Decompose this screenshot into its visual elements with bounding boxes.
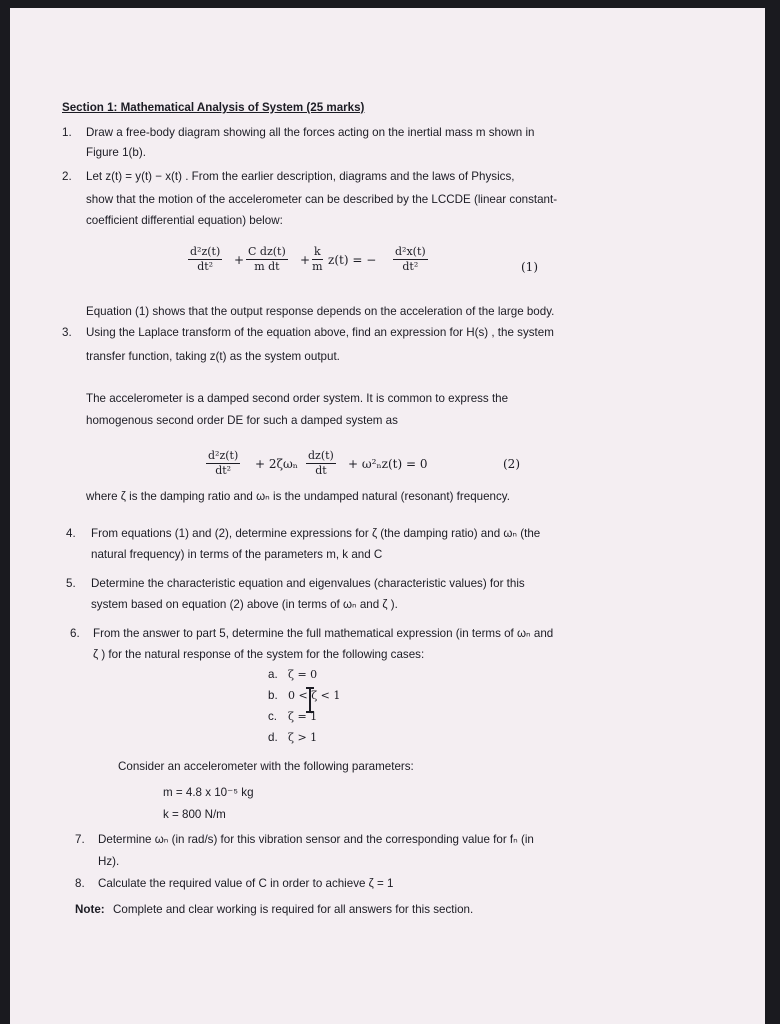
q4-number: 4.: [66, 527, 76, 540]
q2-line2: show that the motion of the accelerometer can be described by the LCCDE (linear constant-: [86, 193, 558, 206]
q6-line2: ζ ) for the natural response of the system for the following cases:: [93, 648, 425, 661]
case-c-label: c.: [268, 710, 278, 723]
section-title: Section 1: Mathematical Analysis of System (25 marks): [62, 101, 365, 114]
text-cursor-icon: [303, 687, 317, 713]
eq1-term1: [188, 245, 222, 274]
eq2-term2-num: dz(t): [308, 449, 334, 462]
q2-number: 2.: [62, 170, 72, 183]
eq2-label: (2): [503, 457, 520, 471]
case-a-expr: ζ = 0: [288, 668, 318, 681]
eq2-mid: + 2ζωₙ: [255, 457, 298, 471]
q7-line2: Hz).: [98, 855, 120, 868]
case-d-label: d.: [268, 731, 278, 744]
q5-line2: system based on equation (2) above (in terms of ωₙ and ζ ).: [91, 598, 398, 611]
q8-line1: Calculate the required value of C in order to achieve ζ = 1: [98, 877, 394, 890]
eq1-term4: [393, 245, 428, 274]
eq1-plus1: +: [234, 253, 245, 267]
eq1-label: (1): [521, 260, 538, 274]
eq1-term4-num: d²x(t): [395, 245, 426, 258]
damped-para-line1: The accelerometer is a damped second order system. It is common to express the: [86, 392, 509, 405]
q2-line3: coefficient differential equation) below:: [86, 214, 283, 227]
case-b-expr: 0 < ζ < 1: [288, 689, 341, 702]
eq1-plus2: +: [300, 253, 311, 267]
q1-line2: Figure 1(b).: [86, 146, 146, 159]
damped-para-line2: homogenous second order DE for such a damped system as: [86, 414, 398, 427]
params-intro: Consider an accelerometer with the following parameters:: [118, 760, 414, 773]
param-m: m = 4.8 x 10⁻⁵ kg: [163, 786, 254, 799]
case-d-expr: ζ > 1: [288, 731, 318, 744]
eq2-term1-num: d²z(t): [208, 449, 239, 462]
eq1-term4-den: dt²: [402, 260, 419, 273]
eq1-note: Equation (1) shows that the output response depends on the acceleration of the large body.: [86, 305, 555, 318]
eq2-term2-den: dt: [315, 464, 327, 477]
q3-line2: transfer function, taking z(t) as the system output.: [86, 350, 340, 363]
note-label: Note:: [75, 903, 105, 916]
q4-line2: natural frequency) in terms of the parameters m, k and C: [91, 548, 383, 561]
case-b-label: b.: [268, 689, 278, 702]
note-text: Complete and clear working is required for all answers for this section.: [113, 903, 474, 916]
eq2-term1-den: dt²: [215, 464, 232, 477]
q8-number: 8.: [75, 877, 85, 890]
q7-line1: Determine ωₙ (in rad/s) for this vibration sensor and the corresponding value for fₙ (in: [98, 833, 534, 846]
eq1-term3: [312, 245, 323, 274]
eq1-term1-den: dt²: [197, 260, 214, 273]
q5-number: 5.: [66, 577, 76, 590]
case-a-label: a.: [268, 668, 278, 681]
q3-number: 3.: [62, 326, 72, 339]
paper-sheet: [10, 8, 765, 1024]
q7-number: 7.: [75, 833, 85, 846]
eq2-term2: [306, 449, 336, 478]
q4-line1: From equations (1) and (2), determine expressions for ζ (the damping ratio) and ωₙ (the: [91, 527, 541, 540]
case-c-expr: ζ = 1: [288, 710, 318, 723]
q1-line1: Draw a free-body diagram showing all the forces acting on the inertial mass m shown in: [86, 126, 535, 139]
eq1-tail: z(t) = −: [328, 253, 377, 267]
param-k: k = 800 N/m: [163, 808, 226, 821]
eq1-term1-num: d²z(t): [190, 245, 221, 258]
eq1-term3-den: m: [312, 260, 323, 273]
eq1-term2-den: m dt: [254, 260, 280, 273]
q6-number: 6.: [70, 627, 80, 640]
eq2-tail: + ω²ₙz(t) = 0: [348, 457, 428, 471]
q1-number: 1.: [62, 126, 72, 139]
eq1-term2: [246, 245, 288, 274]
q5-line1: Determine the characteristic equation and eigenvalues (characteristic values) for this: [91, 577, 525, 590]
q3-line1: Using the Laplace transform of the equation above, find an expression for H(s) , the system: [86, 326, 554, 339]
q6-line1: From the answer to part 5, determine the full mathematical expression (in terms of ωₙ and: [93, 627, 554, 640]
eq1-term3-num: k: [314, 245, 321, 258]
q2-line1: Let z(t) = y(t) − x(t) . From the earlier description, diagrams and the laws of Physics,: [86, 170, 515, 183]
eq2-term1: [206, 449, 240, 478]
eq1-term2-num: C dz(t): [248, 245, 286, 258]
eq2-note: where ζ is the damping ratio and ωₙ is the undamped natural (resonant) frequency.: [86, 490, 510, 503]
